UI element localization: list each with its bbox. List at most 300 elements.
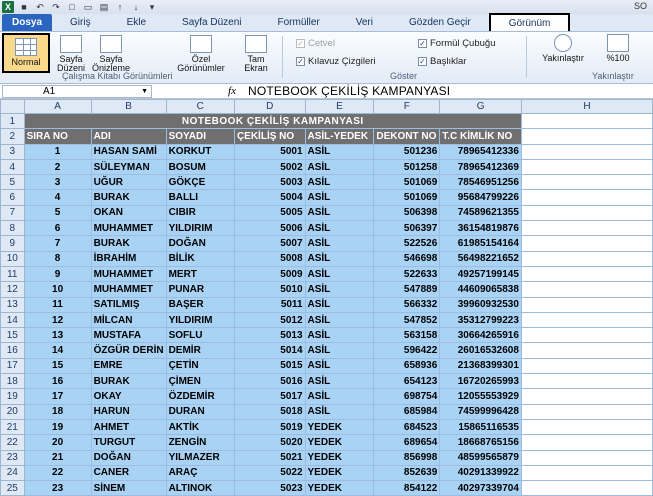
sort-descending-icon[interactable]: ↓ [133, 2, 139, 12]
tab-dosya[interactable]: Dosya [2, 14, 52, 31]
data-cell[interactable]: 13 [24, 328, 91, 343]
table-row [1, 221, 653, 236]
data-cell[interactable]: ASİL [305, 282, 374, 297]
data-cell[interactable]: YEDEK [305, 435, 374, 450]
data-cell[interactable]: MUHAMMET [91, 221, 166, 236]
data-cell[interactable]: 17 [24, 389, 91, 404]
data-cell[interactable]: BURAK [91, 236, 166, 251]
empty-cell[interactable] [521, 282, 652, 297]
page-layout-button[interactable] [54, 35, 88, 73]
ruler-checkbox-box: ✓ [297, 39, 304, 48]
data-cell[interactable]: 698754 [374, 389, 440, 404]
row-header[interactable]: 15 [1, 328, 25, 343]
data-cell[interactable]: SÜLEYMAN [91, 159, 166, 174]
row-header[interactable]: 22 [1, 435, 25, 450]
data-cell[interactable]: 506398 [374, 205, 440, 220]
table-row [1, 404, 653, 419]
data-cell[interactable]: 5014 [234, 343, 305, 358]
data-cell[interactable]: BURAK [91, 374, 166, 389]
data-cell[interactable]: 3 [24, 175, 91, 190]
data-cell[interactable]: 7 [24, 236, 91, 251]
data-cell[interactable]: 547852 [374, 312, 440, 327]
data-cell[interactable]: 35312799223 [440, 312, 522, 327]
data-cell[interactable]: 6 [24, 221, 91, 236]
empty-cell[interactable] [521, 129, 652, 144]
data-cell[interactable]: SOFLU [166, 328, 234, 343]
ribbon-tabs [0, 14, 653, 32]
data-cell[interactable]: 5002 [234, 159, 305, 174]
row-header[interactable]: 9 [1, 236, 25, 251]
data-cell[interactable]: 5 [24, 205, 91, 220]
empty-cell[interactable] [521, 374, 652, 389]
empty-cell[interactable] [521, 419, 652, 434]
data-cell[interactable]: ASİL [305, 144, 374, 159]
data-cell[interactable]: 5010 [234, 282, 305, 297]
column-header[interactable]: A [24, 100, 91, 114]
data-cell[interactable]: ALTINOK [166, 481, 234, 496]
empty-cell[interactable] [521, 404, 652, 419]
data-cell[interactable]: 1 [24, 144, 91, 159]
tab-giris[interactable]: Giriş [70, 17, 91, 28]
data-cell[interactable]: 8 [24, 251, 91, 266]
tab-gorunum[interactable]: Görünüm [489, 13, 571, 31]
empty-cell[interactable] [521, 266, 652, 281]
data-cell[interactable]: 10 [24, 282, 91, 297]
data-cell[interactable]: 5004 [234, 190, 305, 205]
data-cell[interactable]: EMRE [91, 358, 166, 373]
column-header[interactable]: F [374, 100, 440, 114]
data-cell[interactable]: CANER [91, 465, 166, 480]
data-cell[interactable]: 49257199145 [440, 266, 522, 281]
sheet-grid [0, 99, 653, 496]
empty-cell[interactable] [521, 389, 652, 404]
data-cell[interactable]: 11 [24, 297, 91, 312]
full-screen-icon [245, 35, 267, 53]
data-cell[interactable]: 9 [24, 266, 91, 281]
data-cell[interactable]: HASAN SAMİ [91, 144, 166, 159]
data-cell[interactable]: MUSTAFA [91, 328, 166, 343]
empty-cell[interactable] [521, 465, 652, 480]
row-header[interactable]: 14 [1, 312, 25, 327]
row-header[interactable]: 1 [1, 114, 25, 129]
data-cell[interactable]: 20 [24, 435, 91, 450]
data-cell[interactable]: ASİL [305, 297, 374, 312]
row-header[interactable]: 3 [1, 144, 25, 159]
data-cell[interactable]: ARAÇ [166, 465, 234, 480]
data-cell[interactable]: 547889 [374, 282, 440, 297]
data-cell[interactable]: 856998 [374, 450, 440, 465]
data-cell[interactable]: OKAY [91, 389, 166, 404]
formula-bar [0, 84, 653, 99]
data-cell[interactable]: 44609065838 [440, 282, 522, 297]
row-header[interactable]: 24 [1, 465, 25, 480]
data-cell[interactable]: ASİL [305, 343, 374, 358]
data-cell[interactable]: 39960932530 [440, 297, 522, 312]
name-box-dropdown-icon[interactable]: ▼ [141, 87, 148, 95]
data-cell[interactable]: 685984 [374, 404, 440, 419]
empty-cell[interactable] [521, 114, 652, 129]
column-header[interactable]: D [234, 100, 305, 114]
data-cell[interactable]: ZENGİN [166, 435, 234, 450]
data-cell[interactable]: 5023 [234, 481, 305, 496]
header-cell[interactable]: SOYADI [166, 129, 234, 144]
data-cell[interactable]: TURGUT [91, 435, 166, 450]
column-header[interactable]: E [305, 100, 374, 114]
data-cell[interactable]: BİLİK [166, 251, 234, 266]
data-cell[interactable]: 5020 [234, 435, 305, 450]
column-header[interactable]: C [166, 100, 234, 114]
data-cell[interactable]: 5018 [234, 404, 305, 419]
data-cell[interactable]: YILDIRIM [166, 221, 234, 236]
quick-access-toolbar [0, 0, 653, 14]
data-cell[interactable]: GÖKÇE [166, 175, 234, 190]
table-row [1, 481, 653, 496]
column-header[interactable]: H [521, 100, 652, 114]
table-row [1, 282, 653, 297]
data-cell[interactable]: ASİL [305, 236, 374, 251]
data-cell[interactable]: 78965412336 [440, 144, 522, 159]
data-cell[interactable]: ÖZDEMİR [166, 389, 234, 404]
data-cell[interactable]: 5008 [234, 251, 305, 266]
data-cell[interactable]: 74599996428 [440, 404, 522, 419]
data-cell[interactable]: 16720265993 [440, 374, 522, 389]
data-cell[interactable]: 30664265916 [440, 328, 522, 343]
data-cell[interactable]: 19 [24, 419, 91, 434]
ruler-checkbox[interactable] [296, 38, 335, 49]
data-cell[interactable]: ASİL [305, 312, 374, 327]
data-cell[interactable]: 21 [24, 450, 91, 465]
row-header[interactable]: 23 [1, 450, 25, 465]
data-cell[interactable]: 501069 [374, 175, 440, 190]
gridlines-checkbox[interactable] [296, 56, 376, 67]
row-header[interactable]: 20 [1, 404, 25, 419]
data-cell[interactable]: 5016 [234, 374, 305, 389]
data-cell[interactable]: AKTİK [166, 419, 234, 434]
table-row [1, 205, 653, 220]
row-header[interactable]: 6 [1, 190, 25, 205]
data-cell[interactable]: ASİL [305, 205, 374, 220]
empty-cell[interactable] [521, 435, 652, 450]
data-cell[interactable]: 22 [24, 465, 91, 480]
data-cell[interactable]: PUNAR [166, 282, 234, 297]
data-cell[interactable]: 36154819876 [440, 221, 522, 236]
header-cell[interactable]: T.C KİMLİK NO [440, 129, 522, 144]
empty-cell[interactable] [521, 450, 652, 465]
data-cell[interactable]: 61985154164 [440, 236, 522, 251]
data-cell[interactable]: AHMET [91, 419, 166, 434]
row-header[interactable]: 25 [1, 481, 25, 496]
empty-cell[interactable] [521, 144, 652, 159]
row-header[interactable]: 21 [1, 419, 25, 434]
data-cell[interactable]: ÇETİN [166, 358, 234, 373]
data-cell[interactable]: 15865116535 [440, 419, 522, 434]
empty-cell[interactable] [521, 312, 652, 327]
empty-cell[interactable] [521, 358, 652, 373]
full-screen-button[interactable] [238, 35, 274, 73]
data-cell[interactable]: MUHAMMET [91, 282, 166, 297]
ribbon-view [0, 32, 653, 84]
data-cell[interactable]: ASİL [305, 251, 374, 266]
data-cell[interactable]: SATILMIŞ [91, 297, 166, 312]
header-cell[interactable]: SIRA NO [24, 129, 91, 144]
data-cell[interactable]: 18668765156 [440, 435, 522, 450]
data-cell[interactable]: YEDEK [305, 419, 374, 434]
zoom-label: Yakınlaştır [542, 53, 584, 63]
data-cell[interactable]: BOSUM [166, 159, 234, 174]
sheet-title-cell[interactable]: NOTEBOOK ÇEKİLİŞ KAMPANYASI [24, 114, 521, 129]
table-row [1, 266, 653, 281]
data-cell[interactable]: OKAN [91, 205, 166, 220]
header-cell[interactable]: ADI [91, 129, 166, 144]
data-cell[interactable]: KORKUT [166, 144, 234, 159]
data-cell[interactable]: 501069 [374, 190, 440, 205]
formula-bar-checkbox-box: ✓ [419, 39, 426, 48]
data-cell[interactable]: 5013 [234, 328, 305, 343]
empty-cell[interactable] [521, 205, 652, 220]
data-cell[interactable]: YILDIRIM [166, 312, 234, 327]
data-cell[interactable]: ASİL [305, 190, 374, 205]
data-cell[interactable]: ÇİMEN [166, 374, 234, 389]
data-cell[interactable]: 506397 [374, 221, 440, 236]
data-cell[interactable]: 5011 [234, 297, 305, 312]
open-folder-icon[interactable]: ▭ [83, 1, 93, 12]
data-cell[interactable]: ASİL [305, 389, 374, 404]
data-cell[interactable]: 15 [24, 358, 91, 373]
data-cell[interactable]: 654123 [374, 374, 440, 389]
data-cell[interactable]: 23 [24, 481, 91, 496]
data-cell[interactable]: 12 [24, 312, 91, 327]
data-cell[interactable]: 5003 [234, 175, 305, 190]
empty-cell[interactable] [521, 251, 652, 266]
headings-label: Başlıklar [430, 56, 467, 67]
data-cell[interactable]: MİLCAN [91, 312, 166, 327]
data-cell[interactable]: 5021 [234, 450, 305, 465]
data-cell[interactable]: 5005 [234, 205, 305, 220]
data-cell[interactable]: 501258 [374, 159, 440, 174]
data-cell[interactable]: 14 [24, 343, 91, 358]
data-cell[interactable]: ASİL [305, 266, 374, 281]
tab-veri[interactable]: Veri [355, 17, 373, 28]
save-icon[interactable]: ■ [21, 2, 27, 12]
data-cell[interactable]: 5007 [234, 236, 305, 251]
row-header[interactable]: 12 [1, 282, 25, 297]
data-cell[interactable]: ASİL [305, 374, 374, 389]
data-cell[interactable]: SİNEM [91, 481, 166, 496]
table-row [1, 251, 653, 266]
data-cell[interactable]: 5009 [234, 266, 305, 281]
headings-checkbox[interactable] [418, 56, 466, 67]
tab-formuller[interactable]: Formüller [277, 17, 320, 28]
row-header[interactable]: 11 [1, 266, 25, 281]
data-cell[interactable]: ÖZGÜR DERİN [91, 343, 166, 358]
custom-views-button[interactable] [176, 35, 226, 73]
data-cell[interactable]: 684523 [374, 419, 440, 434]
row-header[interactable]: 5 [1, 175, 25, 190]
ruler-label: Cetvel [308, 38, 335, 49]
normal-view-button[interactable] [2, 33, 50, 73]
data-cell[interactable]: ASİL [305, 175, 374, 190]
select-all-corner[interactable] [1, 100, 25, 114]
row-header[interactable]: 7 [1, 205, 25, 220]
row-header[interactable]: 18 [1, 374, 25, 389]
data-cell[interactable]: ASİL [305, 404, 374, 419]
data-cell[interactable]: 546698 [374, 251, 440, 266]
print-icon[interactable]: ▤ [99, 1, 109, 12]
data-cell[interactable]: 501236 [374, 144, 440, 159]
data-cell[interactable]: İBRAHİM [91, 251, 166, 266]
custom-views-label: Özel Görünümler [177, 54, 225, 73]
page-break-preview-button[interactable] [90, 35, 132, 73]
table-row [1, 175, 653, 190]
zoom-button[interactable] [534, 34, 592, 63]
undo-icon[interactable]: ↶ [36, 1, 44, 12]
data-cell[interactable]: ASİL [305, 358, 374, 373]
table-row [1, 190, 653, 205]
data-cell[interactable]: ASİL [305, 328, 374, 343]
new-file-icon[interactable]: □ [69, 2, 75, 12]
header-cell[interactable]: ASİL-YEDEK [305, 129, 374, 144]
data-cell[interactable]: 5017 [234, 389, 305, 404]
magnifier-icon [554, 34, 572, 52]
data-cell[interactable]: 18 [24, 404, 91, 419]
data-cell[interactable]: 852639 [374, 465, 440, 480]
data-cell[interactable]: 95684799226 [440, 190, 522, 205]
header-cell[interactable]: DEKONT NO [374, 129, 440, 144]
table-row [1, 236, 653, 251]
data-cell[interactable]: 21368399301 [440, 358, 522, 373]
data-cell[interactable]: 5006 [234, 221, 305, 236]
group-separator [526, 36, 527, 78]
data-cell[interactable]: 566332 [374, 297, 440, 312]
redo-icon[interactable]: ↷ [52, 1, 60, 12]
data-cell[interactable]: 522633 [374, 266, 440, 281]
row-header[interactable]: 8 [1, 221, 25, 236]
data-cell[interactable]: CIBIR [166, 205, 234, 220]
empty-cell[interactable] [521, 236, 652, 251]
data-cell[interactable]: MERT [166, 266, 234, 281]
data-cell[interactable]: HARUN [91, 404, 166, 419]
data-cell[interactable]: 12055553929 [440, 389, 522, 404]
data-cell[interactable]: 5022 [234, 465, 305, 480]
data-cell[interactable]: 56498221652 [440, 251, 522, 266]
table-row [1, 159, 653, 174]
sort-ascending-icon[interactable]: ↑ [117, 2, 123, 12]
worksheet[interactable] [0, 99, 653, 494]
data-cell[interactable]: 5015 [234, 358, 305, 373]
data-cell[interactable]: 5001 [234, 144, 305, 159]
row-header[interactable]: 2 [1, 129, 25, 144]
data-cell[interactable]: YEDEK [305, 465, 374, 480]
data-cell[interactable]: DOĞAN [91, 450, 166, 465]
table-row [1, 389, 653, 404]
data-cell[interactable]: 563158 [374, 328, 440, 343]
formula-input[interactable]: NOTEBOOK ÇEKİLİŞ KAMPANYASI [248, 84, 451, 98]
insert-function-icon[interactable]: fx [228, 85, 236, 97]
page-layout-label: Sayfa Düzeni [56, 54, 85, 73]
normal-view-icon [15, 38, 37, 56]
zoom-100-button[interactable] [600, 34, 636, 63]
data-cell[interactable]: YEDEK [305, 481, 374, 496]
formula-bar-checkbox[interactable] [418, 38, 495, 49]
data-cell[interactable]: 4 [24, 190, 91, 205]
data-cell[interactable]: 48599565879 [440, 450, 522, 465]
row-header[interactable]: 19 [1, 389, 25, 404]
table-row [1, 328, 653, 343]
empty-cell[interactable] [521, 190, 652, 205]
column-header[interactable]: G [440, 100, 522, 114]
row-header[interactable]: 13 [1, 297, 25, 312]
column-header[interactable]: B [91, 100, 166, 114]
customize-toolbar-icon[interactable]: ▾ [149, 1, 155, 12]
column-header-row [1, 100, 653, 114]
header-cell[interactable]: ÇEKİLİŞ NO [234, 129, 305, 144]
table-row [1, 374, 653, 389]
data-cell[interactable]: DURAN [166, 404, 234, 419]
table-row [1, 435, 653, 450]
data-cell[interactable]: 26016532608 [440, 343, 522, 358]
tab-sayfa-duzeni[interactable]: Sayfa Düzeni [182, 17, 242, 28]
table-row [1, 419, 653, 434]
data-cell[interactable]: 596422 [374, 343, 440, 358]
data-cell[interactable]: 689654 [374, 435, 440, 450]
name-box[interactable] [2, 85, 152, 98]
row-header[interactable]: 17 [1, 358, 25, 373]
empty-cell[interactable] [521, 343, 652, 358]
row-header[interactable]: 4 [1, 159, 25, 174]
data-cell[interactable]: ASİL [305, 159, 374, 174]
sheet-row [1, 129, 653, 144]
empty-cell[interactable] [521, 175, 652, 190]
row-header[interactable]: 10 [1, 251, 25, 266]
data-cell[interactable]: 854122 [374, 481, 440, 496]
data-cell[interactable]: 40291339922 [440, 465, 522, 480]
data-cell[interactable]: 522526 [374, 236, 440, 251]
data-cell[interactable]: YEDEK [305, 450, 374, 465]
data-cell[interactable]: BALLI [166, 190, 234, 205]
page-break-preview-label: Sayfa Önizleme [91, 54, 130, 73]
data-cell[interactable]: 658936 [374, 358, 440, 373]
empty-cell[interactable] [521, 159, 652, 174]
data-cell[interactable]: 40297339704 [440, 481, 522, 496]
empty-cell[interactable] [521, 481, 652, 496]
empty-cell[interactable] [521, 328, 652, 343]
data-cell[interactable]: 5012 [234, 312, 305, 327]
zoom-100-label: %100 [606, 53, 630, 63]
data-cell[interactable]: 74589621355 [440, 205, 522, 220]
empty-cell[interactable] [521, 221, 652, 236]
table-row [1, 358, 653, 373]
data-cell[interactable]: 5019 [234, 419, 305, 434]
data-cell[interactable]: DOĞAN [166, 236, 234, 251]
data-cell[interactable]: 78965412369 [440, 159, 522, 174]
data-cell[interactable]: DEMİR [166, 343, 234, 358]
data-cell[interactable]: UĞUR [91, 175, 166, 190]
data-cell[interactable]: 2 [24, 159, 91, 174]
data-cell[interactable]: YILMAZER [166, 450, 234, 465]
row-header[interactable]: 16 [1, 343, 25, 358]
empty-cell[interactable] [521, 297, 652, 312]
data-cell[interactable]: BAŞER [166, 297, 234, 312]
data-cell[interactable]: BURAK [91, 190, 166, 205]
data-cell[interactable]: MUHAMMET [91, 266, 166, 281]
data-cell[interactable]: ASİL [305, 221, 374, 236]
data-cell[interactable]: 16 [24, 374, 91, 389]
tab-gozden-gecir[interactable]: Gözden Geçir [408, 17, 471, 28]
table-row [1, 144, 653, 159]
data-cell[interactable]: 78546951256 [440, 175, 522, 190]
tab-ekle[interactable]: Ekle [126, 17, 147, 28]
window-title: SO [633, 1, 647, 11]
